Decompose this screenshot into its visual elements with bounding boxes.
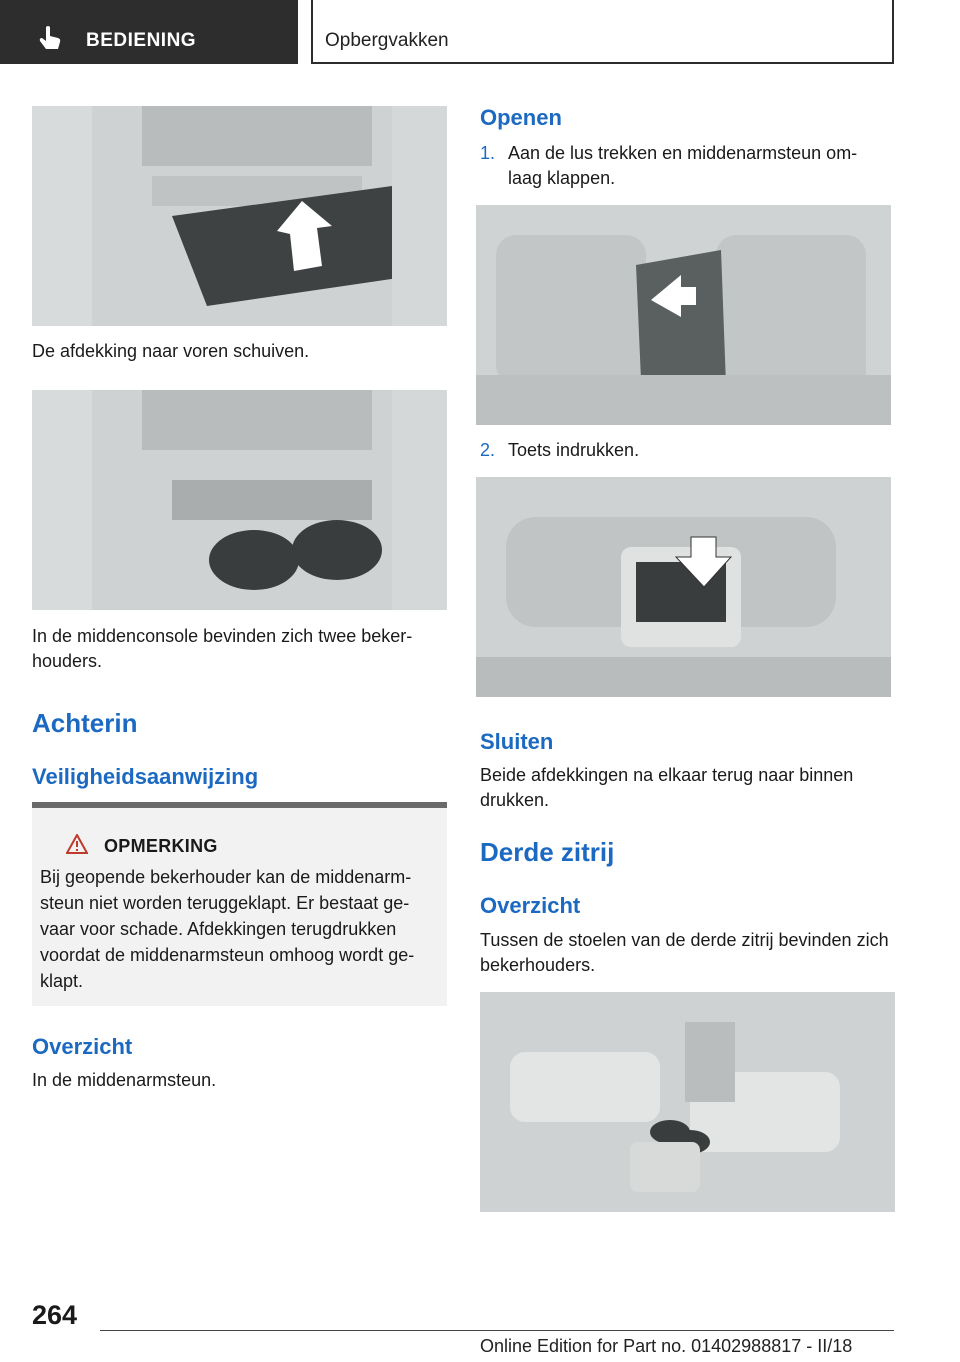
- header-title-box: [311, 0, 894, 64]
- warning-triangle-icon: [66, 834, 88, 854]
- armrest-fold-image: [476, 205, 891, 425]
- warning-title: OPMERKING: [104, 836, 218, 856]
- footer-divider: [100, 1330, 894, 1331]
- heading-sluiten: Sluiten: [480, 729, 554, 754]
- cupholders-image: [32, 390, 447, 610]
- page-number: 264: [32, 1300, 78, 1330]
- step-1: [480, 141, 892, 191]
- warning-text: Bij geopende bekerhouder kan de middenarm-steun niet worden teruggeklapt. Er bestaat ge-vaar voor schade. Afdekkingen terugdrukken voordat de middenarmsteun omhoog wordt ge-klapt.: [40, 867, 415, 991]
- page-title: Opbergvakken: [325, 30, 449, 51]
- overzicht2-text: Tussen de stoelen van de derde zitrij bevinden zich bekerhouders.: [480, 930, 889, 975]
- section-label: BEDIENING: [86, 30, 197, 51]
- step-1-text: Aan de lus trekken en middenarmsteun om-laag klappen.: [508, 143, 858, 188]
- console-cover-image: [32, 106, 447, 326]
- heading-derde-zitrij: Derde zitrij: [480, 837, 615, 867]
- third-row-cupholders-image: [480, 992, 895, 1212]
- heading-veiligheid: Veiligheidsaanwijzing: [32, 764, 259, 789]
- caption-cupholders: In de middenconsole bevinden zich twee beker-houders.: [32, 626, 413, 671]
- heading-openen: Openen: [480, 105, 562, 130]
- step-2-text: Toets indrukken.: [508, 440, 640, 460]
- heading-achterin: Achterin: [32, 708, 138, 738]
- sluiten-text: Beide afdekkingen na elkaar terug naar binnen drukken.: [480, 765, 854, 810]
- warning-box: [32, 802, 447, 1006]
- header-section-tab: [0, 0, 298, 64]
- footer-edition: Online Edition for Part no. 01402988817 - II/18: [480, 1336, 853, 1356]
- step-2-number: 2.: [480, 440, 496, 460]
- heading-overzicht-2: Overzicht: [480, 893, 581, 918]
- overzicht-text: In de middenarmsteun.: [32, 1070, 217, 1090]
- step-2: [480, 438, 892, 463]
- heading-overzicht: Overzicht: [32, 1034, 133, 1059]
- button-press-image: [476, 477, 891, 697]
- hand-pointer-icon: [36, 24, 64, 52]
- step-1-number: 1.: [480, 143, 496, 163]
- caption-cover: De afdekking naar voren schuiven.: [32, 341, 310, 361]
